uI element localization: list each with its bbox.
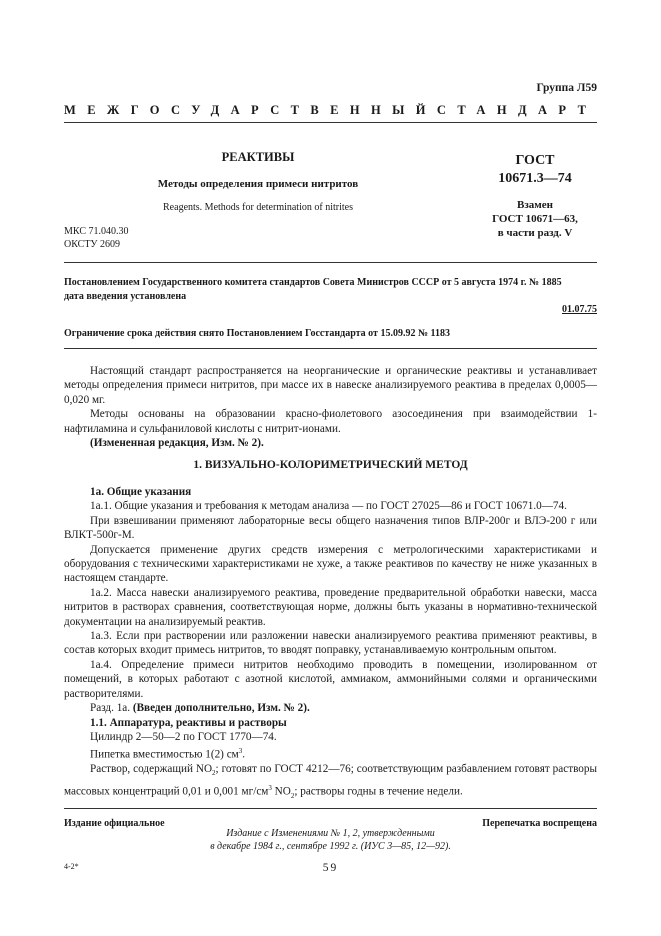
replaces-block [470, 198, 600, 240]
superscript: 3 [238, 747, 243, 756]
intro-paragraph: Методы основаны на образовании красно-фиолетового азосоединения при взаимодействии 1-нафтиламина и сульфаниловой кислоты с нитрит-ионами. [64, 408, 597, 435]
solution-text: ; растворы годны в течение недели. [294, 785, 463, 798]
intro-block [64, 364, 597, 450]
okstu-code: ОКСТУ 2609 [64, 238, 121, 250]
solution-text: NO [271, 785, 291, 798]
subscript: 2 [290, 792, 295, 801]
paragraph: Цилиндр 2—50—2 по ГОСТ 1770—74. [90, 730, 277, 743]
subsection-heading: 1а. Общие указания [90, 486, 192, 498]
solution-text: Раствор, содержащий NO [90, 763, 213, 776]
paragraph [64, 744, 597, 762]
document-subtitle: Методы определения примеси нитритов [157, 178, 359, 190]
replaces-gost: ГОСТ 10671—63, [492, 213, 578, 225]
interstate-word: МЕЖГОСУДАРСТВЕННЫЙ [64, 103, 437, 117]
paragraph: 1а.1. Общие указания и требования к методам анализа — по ГОСТ 27025—86 и ГОСТ 10671.0—74. [90, 500, 567, 513]
amendment-note: (Измененная редакция, Изм. № 2). [90, 437, 264, 450]
sheet-mark: 4-2* [64, 862, 79, 871]
paragraph [64, 762, 597, 803]
edition-note-line: Издание с Изменениями № 1, 2, утвержденными [226, 828, 435, 839]
gost-number [480, 152, 590, 188]
document-title: РЕАКТИВЫ [221, 150, 295, 164]
paragraph [64, 701, 597, 715]
subscript: 2 [212, 769, 216, 778]
official-edition-label: Издание официальное [64, 818, 165, 829]
gost-code: 10671.3—74 [498, 171, 572, 186]
edition-note [130, 827, 531, 853]
paragraph: При взвешивании применяют лабораторные весы общего назначения типов ВЛР-200г и ВЛЭ-200 г или ВЛКТ-500г-М. [64, 514, 597, 542]
paragraph: Допускается применение других средств измерения с метрологическими характеристиками и оборудования с техническими характеристиками не хуже, а также реактивов по качеству не ниже указанных в настоящем стандарте. [64, 543, 597, 585]
limit-removal: Ограничение срока действия снято Постановлением Госстандарта от 15.09.92 № 1183 [64, 328, 450, 339]
standard-word: СТАНДАРТ [436, 103, 598, 117]
pipette-text: Пипетка вместимостью 1(2) см [90, 749, 239, 762]
header-divider [64, 122, 597, 123]
amendment-note: (Введен дополнительно, Изм. № 2). [132, 702, 310, 715]
paragraph: 1а.2. Масса навески анализируемого реактива, проведение предварительной обработки навески, масса нитритов в растворах сравнения, соответствующая норме, должны быть указаны в нормативно-технической документации на анализируемый реактив. [64, 586, 597, 628]
decree-date-label: дата введения установлена [64, 291, 187, 302]
solution-text: ; готовят по ГОСТ 4212—76; соответствующим разбавлением готовят растворы массовых концентраций 0,01 и 0,001 мг/см [64, 763, 597, 798]
interstate-standard-banner [64, 103, 597, 118]
section-body [64, 485, 597, 803]
english-title: Reagents. Methods for determination of nitrites [163, 202, 353, 213]
superscript: 3 [268, 784, 272, 793]
group-label: Группа Л59 [536, 82, 597, 94]
subsection-heading: 1.1. Аппаратура, реактивы и растворы [90, 716, 287, 729]
classification-codes [64, 226, 128, 251]
edition-note-line: в декабре 1984 г., сентябре 1992 г. (ИУС 3—85, 12—92). [210, 841, 451, 852]
paragraph: 1а.3. Если при растворении или разложении навески анализируемого реактива применяют реактивы, в состав которых входит примесь нитритов, то вводят поправку, устанавливаемую контрольным опытом. [64, 630, 597, 657]
decree-divider [64, 348, 597, 349]
decree-line: Постановлением Государственного комитета стандартов Совета Министров СССР от 5 августа 1974 г. № 1885 [64, 277, 562, 288]
intro-paragraph: Настоящий стандарт распространяется на неорганические и органические реактивы и устанавливает методы определения примеси нитритов, при массе их в навеске анализируемого реактива в пределах 0,0005—0,020 мг. [64, 365, 597, 406]
gost-label: ГОСТ [515, 153, 555, 168]
section-heading: 1. ВИЗУАЛЬНО-КОЛОРИМЕТРИЧЕСКИЙ МЕТОД [193, 459, 468, 471]
effective-date: 01.07.75 [562, 304, 597, 315]
decree-text [64, 276, 597, 304]
title-divider [64, 262, 597, 263]
replaces-section: в части разд. V [497, 227, 573, 239]
reprint-forbidden-label: Перепечатка воспрещена [482, 818, 597, 829]
mks-code: МКС 71.040.30 [64, 226, 129, 237]
paragraph: 1а.4. Определение примеси нитритов необходимо проводить в помещении, изолированном от помещений, в которых работают с азотной кислотой, аммиаком, аммонийными солями и органическими растворителями. [64, 658, 597, 700]
pipette-end: . [242, 749, 246, 762]
razd-label: Разд. 1а. [90, 702, 131, 715]
page-number: 59 [322, 862, 339, 874]
footer-divider [64, 808, 597, 809]
replaces-label: Взамен [517, 199, 553, 211]
